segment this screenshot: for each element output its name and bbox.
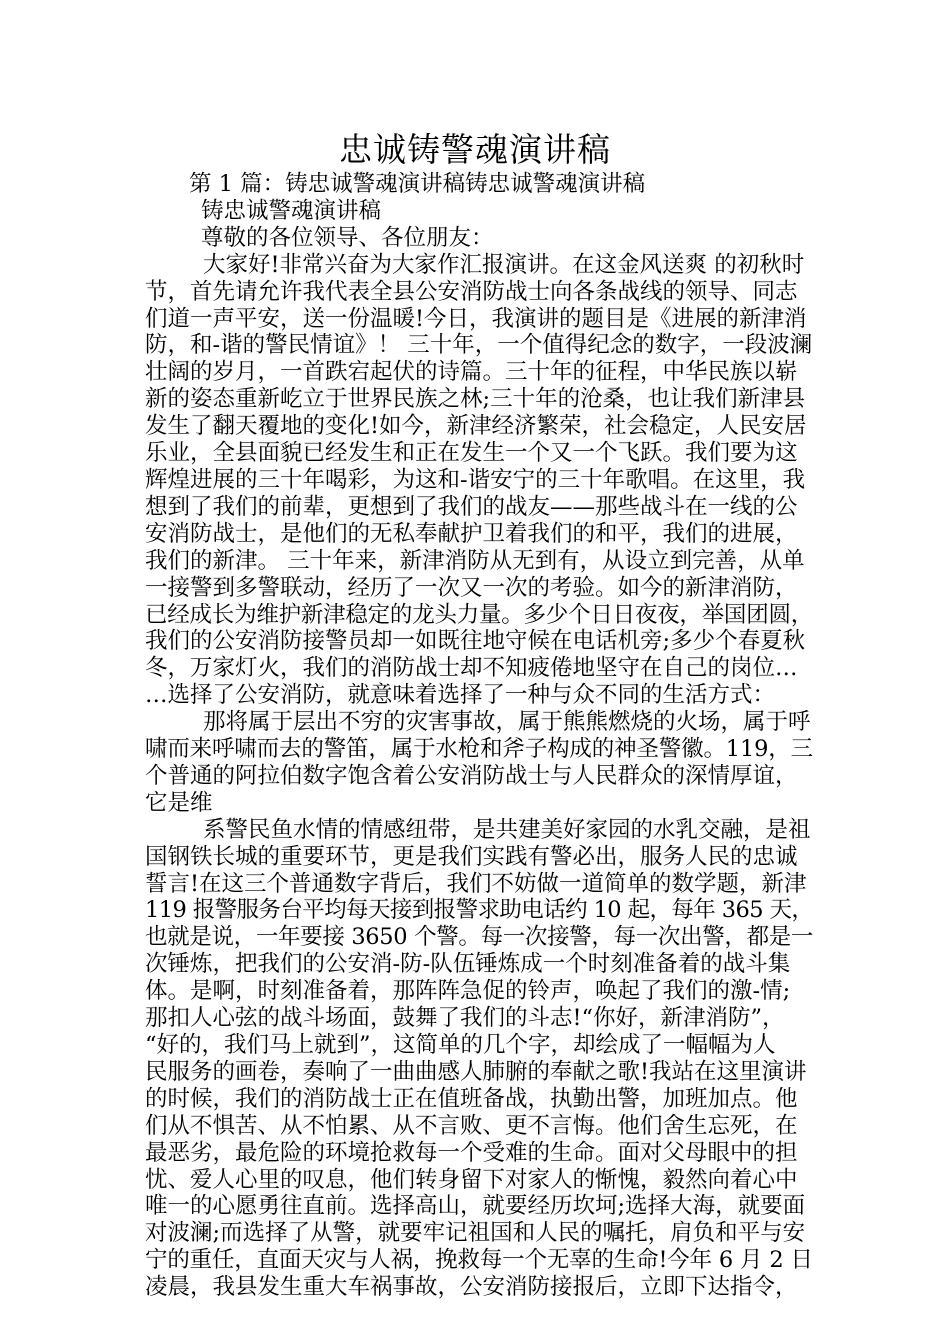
text-line: 乐业，全县面貌已经发生和正在发生一个又一个飞跃。我们要为这 — [145, 440, 798, 467]
text-line: 誓言!在这三个普通数字背后，我们不妨做一道简单的数学题，新津 — [145, 870, 807, 897]
text-line: 那将属于层出不穷的灾害事故，属于熊熊燃烧的火场，属于呼 — [203, 709, 811, 736]
text-line: 的时候，我们的消防战士正在值班备战，执勤出警，加班加点。他 — [145, 1085, 798, 1112]
document-title: 忠诚铸警魂演讲稿 — [339, 130, 611, 169]
text-line: 凌晨，我县发生重大车祸事故，公安消防接报后，立即下达指令， — [145, 1274, 798, 1301]
text-line: “好的，我们马上就到”，这简单的几个字，却绘成了一幅幅为人 — [145, 1032, 776, 1058]
text-line: 一接警到多警联动，经历了一次又一次的考验。如今的新津消防， — [145, 574, 798, 601]
text-line: 系警民鱼水情的情感纽带，是共建美好家园的水乳交融，是祖 — [203, 816, 811, 843]
text-line: 唯一的心愿勇往直前。选择高山，就要经历坎坷;选择大海，就要面 — [145, 1193, 806, 1220]
text-line: 宁的重任，直面天灾与人祸，挽救每一个无辜的生命!今年 6 月 2 日 — [145, 1247, 813, 1274]
text-line: 第 1 篇：铸忠诚警魂演讲稿铸忠诚警魂演讲稿 — [189, 171, 646, 197]
text-line: 节，首先请允许我代表全县公安消防战士向各条战线的领导、同志 — [145, 278, 798, 305]
text-line: 们道一声平安，送一份温暖!今日，我演讲的题目是《进展的新津消 — [145, 305, 807, 332]
text-line: 壮阔的岁月，一首跌宕起伏的诗篇。三十年的征程，中华民族以崭 — [145, 359, 798, 386]
text-line: 安消防战士，是他们的无私奉献护卫着我们的和平，我们的进展， — [145, 520, 798, 547]
document-body — [145, 171, 813, 1301]
text-line: 忧、爱人心里的叹息，他们转身留下对家人的惭愧，毅然向着心中 — [145, 1166, 798, 1193]
text-line: 防，和-谐的警民情谊》！ 三十年，一个值得纪念的数字，一段波澜 — [145, 332, 813, 359]
text-line: 辉煌进展的三十年喝彩，为这和-谐安宁的三十年歌唱。在这里，我 — [145, 466, 806, 493]
text-line: 也就是说，一年要接 3650 个警。每一次接警，每一次出警，都是一 — [145, 924, 814, 951]
text-line: 国钢铁长城的重要环节，更是我们实践有警必出，服务人民的忠诚 — [145, 843, 798, 870]
text-line: 次锤炼，把我们的公安消-防-队伍锤炼成一个时刻准备着的战斗集 — [145, 951, 791, 978]
text-line: 民服务的画卷，奏响了一曲曲感人肺腑的奉献之歌!我站在这里演讲 — [145, 1058, 807, 1085]
text-line: 那扣人心弦的战斗场面，鼓舞了我们的斗志!“你好，新津消防”， — [145, 1005, 785, 1032]
text-line: 啸而来呼啸而去的警笛，属于水枪和斧子构成的神圣警徽。119，三 — [145, 736, 813, 763]
text-line: 个普通的阿拉伯数字饱含着公安消防战士与人民群众的深情厚谊， — [145, 762, 798, 789]
text-line: 已经成长为维护新津稳定的龙头力量。多少个日日夜夜，举国团圆， — [145, 601, 814, 628]
text-line: 我们的公安消防接警员却一如既往地守候在电话机旁;多少个春夏秋 — [145, 628, 806, 655]
text-line: 我们的新津。 三十年来，新津消防从无到有，从设立到完善，从单 — [145, 547, 805, 574]
text-line: 新的姿态重新屹立于世界民族之林;三十年的沧桑，也让我们新津县 — [145, 386, 806, 413]
text-line: 发生了翻天覆地的变化!如今，新津经济繁荣，社会稳定，人民安居 — [145, 413, 807, 440]
text-line: 它是维 — [145, 789, 213, 816]
text-line: 对波澜;而选择了从警，就要牢记祖国和人民的嘱托，肩负和平与安 — [145, 1220, 806, 1247]
text-line: 冬，万家灯火，我们的消防战士却不知疲倦地坚守在自己的岗位… — [145, 655, 798, 682]
text-line: 们从不惧苦、从不怕累、从不言败、更不言悔。他们舍生忘死，在 — [145, 1112, 798, 1139]
text-line: …选择了公安消防，就意味着选择了一种与众不同的生活方式： — [145, 682, 776, 709]
text-line: 最恶劣，最危险的环境抢救每一个受难的生命。面对父母眼中的担 — [145, 1139, 798, 1166]
text-line: 大家好!非常兴奋为大家作汇报演讲。在这金风送爽 的初秋时 — [203, 251, 805, 278]
text-line: 119 报警服务台平均每天接到报警求助电话约 10 起，每年 365 天， — [145, 897, 814, 924]
text-line: 体。是啊，时刻准备着，那阵阵急促的铃声，唤起了我们的激-情; — [145, 978, 791, 1005]
text-line: 铸忠诚警魂演讲稿 — [201, 197, 382, 224]
text-line: 想到了我们的前辈，更想到了我们的战友——那些战斗在一线的公 — [145, 493, 798, 520]
text-line: 尊敬的各位领导、各位朋友： — [201, 224, 494, 251]
